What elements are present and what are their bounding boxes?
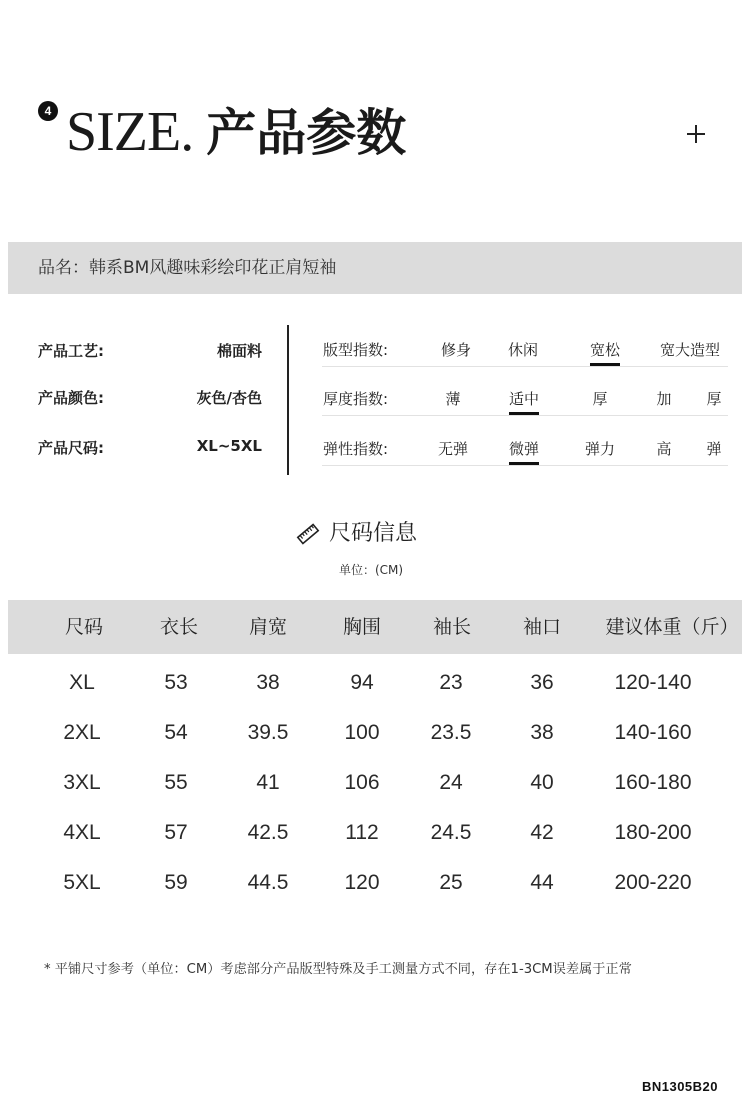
cell-sleeve: 25 — [439, 871, 463, 894]
elasticity-index-line — [322, 465, 728, 466]
fit-index-line — [322, 366, 728, 367]
cell-length: 53 — [164, 671, 188, 694]
attr-value-size: XL~5XL — [196, 437, 262, 455]
thickness-index-line — [322, 415, 728, 416]
cell-chest: 112 — [345, 821, 379, 844]
vertical-divider — [287, 325, 289, 475]
cell-cuff: 38 — [530, 721, 554, 744]
attr-label-color: 产品颜色: — [38, 389, 104, 407]
thickness-option: 薄 — [445, 390, 461, 408]
cell-weight: 180-200 — [614, 821, 692, 844]
fit-option: 宽大造型 — [659, 341, 721, 359]
col-header-length: 衣长 — [159, 616, 199, 638]
cell-size: 3XL — [63, 771, 101, 794]
cell-length: 57 — [164, 821, 188, 844]
product-code: BN1305B20 — [641, 1079, 718, 1094]
cell-cuff: 42 — [530, 821, 554, 844]
cell-sleeve: 24 — [439, 771, 463, 794]
cell-shoulder: 42.5 — [247, 821, 289, 844]
attr-value-craft: 棉面料 — [216, 342, 262, 360]
cell-sleeve: 24.5 — [430, 821, 472, 844]
thickness-option: 厚 — [706, 390, 722, 408]
size-unit: 单位：(CM) — [339, 563, 404, 577]
ruler-icon — [296, 522, 320, 546]
col-header-cuff: 袖口 — [522, 616, 562, 638]
elasticity-option: 无弹 — [437, 440, 469, 458]
cell-chest: 120 — [344, 871, 380, 894]
elasticity-option: 弹力 — [584, 440, 616, 458]
cell-weight: 120-140 — [614, 671, 692, 694]
size-info-title: 尺码信息 — [329, 521, 418, 546]
cell-weight: 140-160 — [614, 721, 692, 744]
col-header-chest: 胸围 — [342, 616, 382, 638]
cell-cuff: 40 — [530, 771, 554, 794]
step-number-badge: 4 — [38, 101, 58, 121]
fit-index-label: 版型指数: — [323, 341, 389, 359]
col-header-shoulder: 肩宽 — [248, 616, 288, 638]
cell-sleeve: 23.5 — [430, 721, 472, 744]
thickness-option: 厚 — [592, 390, 608, 408]
cell-chest: 100 — [344, 721, 380, 744]
cell-shoulder: 38 — [256, 671, 280, 694]
fit-option: 修身 — [440, 341, 472, 359]
cell-shoulder: 39.5 — [247, 721, 289, 744]
cell-shoulder: 41 — [256, 771, 280, 794]
attr-label-craft: 产品工艺: — [38, 342, 104, 360]
col-header-size: 尺码 — [64, 616, 104, 638]
attr-label-size: 产品尺码: — [38, 439, 104, 457]
attr-value-color: 灰色/杏色 — [196, 389, 262, 407]
col-header-weight: 建议体重（斤） — [605, 616, 739, 638]
thickness-option: 加 — [656, 390, 672, 408]
page-title-en: SIZE. — [66, 101, 194, 163]
size-table-header — [8, 600, 742, 654]
cell-length: 54 — [164, 721, 188, 744]
thickness-option-selected: 适中 — [509, 388, 539, 415]
elasticity-option: 高 — [656, 440, 672, 458]
elasticity-index-label: 弹性指数: — [323, 440, 389, 458]
plus-icon — [684, 122, 708, 146]
elasticity-option-selected: 微弹 — [509, 438, 539, 465]
cell-size: 2XL — [63, 721, 101, 744]
thickness-index-label: 厚度指数: — [323, 390, 389, 408]
col-header-sleeve: 袖长 — [432, 616, 472, 638]
cell-weight: 200-220 — [614, 871, 692, 894]
cell-length: 59 — [164, 871, 188, 894]
cell-size: XL — [69, 671, 95, 694]
cell-weight: 160-180 — [614, 771, 692, 794]
product-name-band — [8, 242, 742, 294]
cell-size: 4XL — [63, 821, 101, 844]
page-title — [66, 96, 406, 169]
cell-cuff: 44 — [530, 871, 554, 894]
elasticity-option: 弹 — [706, 440, 722, 458]
cell-chest: 106 — [344, 771, 380, 794]
cell-shoulder: 44.5 — [247, 871, 289, 894]
cell-size: 5XL — [63, 871, 101, 894]
page-title-cn: 产品参数 — [206, 104, 407, 162]
cell-cuff: 36 — [530, 671, 554, 694]
fit-option-selected: 宽松 — [590, 339, 620, 366]
fit-option: 休闲 — [507, 341, 539, 359]
product-name: 品名：韩系BM风趣味彩绘印花正肩短袖 — [38, 258, 337, 278]
cell-chest: 94 — [350, 671, 374, 694]
cell-length: 55 — [164, 771, 188, 794]
cell-sleeve: 23 — [439, 671, 463, 694]
measurement-note: * 平铺尺寸参考（单位：CM）考虑部分产品版型特殊及手工测量方式不同，存在1-3CM误差属于正常 — [44, 962, 632, 977]
